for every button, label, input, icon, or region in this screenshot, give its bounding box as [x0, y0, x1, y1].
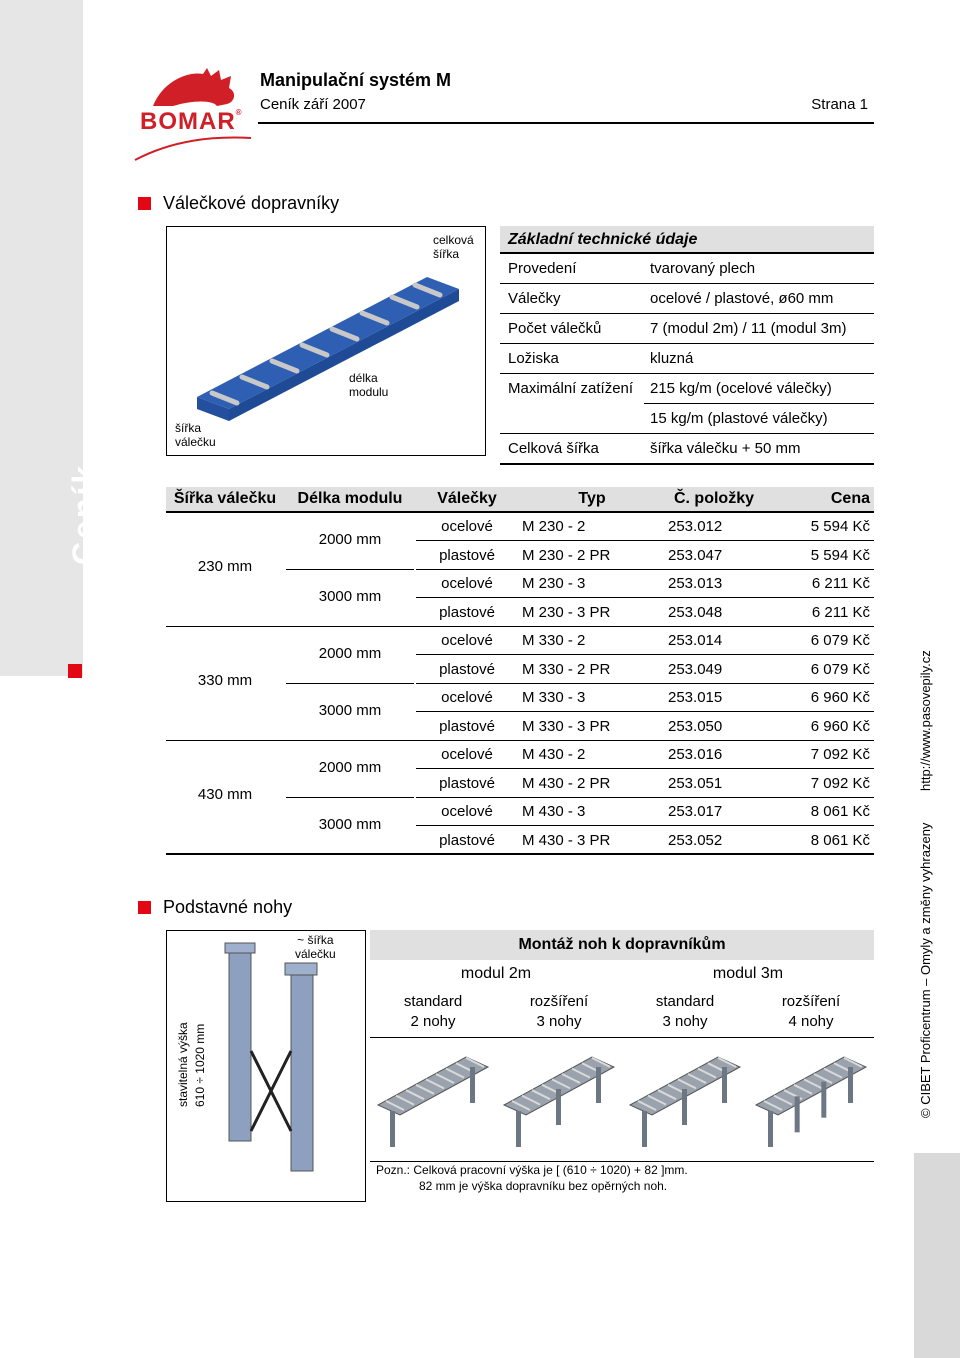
- conveyor-image: [166, 226, 486, 456]
- price-row: [416, 542, 874, 570]
- tech-row: [500, 374, 874, 434]
- roller-material: plastové: [439, 604, 495, 621]
- price-value: 6 079 Kč: [810, 660, 870, 678]
- option-legs: 4 nohy: [788, 1012, 834, 1030]
- price-value: 7 092 Kč: [810, 774, 870, 792]
- logo-text: BOMAR®: [140, 108, 243, 135]
- roller-width: 330 mm: [197, 672, 253, 689]
- conveyor-with-legs-icon: [370, 1045, 496, 1155]
- tech-value: 215 kg/m (ocelové válečky): [644, 374, 874, 404]
- price-row: [416, 827, 874, 855]
- price-group: [166, 741, 874, 855]
- copyright-text: © CIBET Proficentrum – Omyly a změny vyhrazeny: [918, 822, 933, 1118]
- item-number: 253.047: [668, 546, 723, 564]
- price-value: 6 960 Kč: [810, 689, 870, 706]
- footnote-line: 82 mm je výška dopravníku bez opěrných noh.: [419, 1178, 668, 1193]
- mounting-title: Montáž noh k dopravníkům: [370, 930, 874, 960]
- tech-row: [500, 344, 874, 374]
- type-code: M 330 - 2: [522, 632, 586, 649]
- tech-key: Maximální zatížení: [508, 380, 634, 397]
- item-number: 253.049: [668, 660, 723, 678]
- roller-material: plastové: [439, 660, 495, 678]
- height-label-line: 610 ÷ 1020 mm: [192, 1023, 207, 1107]
- price-value: 7 092 Kč: [810, 746, 870, 763]
- tech-key: Provedení: [508, 260, 577, 277]
- mounting-illustrations: [370, 1038, 874, 1162]
- price-row: [416, 656, 874, 684]
- col-header: Válečky: [437, 490, 497, 507]
- module-length: 2000 mm: [286, 513, 414, 570]
- option: [748, 992, 874, 1031]
- tech-table-title: Základní technické údaje: [500, 226, 874, 254]
- module-length: 3000 mm: [318, 702, 382, 719]
- item-number: 253.051: [668, 774, 723, 792]
- option-legs: 3 nohy: [536, 1012, 582, 1030]
- section-marker: [138, 901, 151, 914]
- roller-material: plastové: [439, 718, 495, 735]
- col-header: Cena: [830, 490, 870, 507]
- price-row: [416, 684, 874, 712]
- option: [496, 992, 622, 1031]
- footnote-line: Pozn.: Celková pracovní výška je [ (610 ÷ 1020) + 82 ]mm.: [376, 1163, 688, 1177]
- type-code: M 430 - 2: [522, 746, 586, 763]
- page-title: Manipulační systém M: [260, 70, 452, 90]
- tech-value: kluzná: [650, 350, 694, 367]
- page-number: Strana 1: [811, 96, 868, 113]
- option: [622, 992, 748, 1031]
- tech-table: [500, 226, 874, 465]
- option-type: rozšíření: [529, 993, 589, 1010]
- tech-key: Ložiska: [508, 350, 559, 367]
- label-leg-height: [175, 1022, 209, 1107]
- mounting-table: [370, 930, 874, 1162]
- tech-value: šířka válečku + 50 mm: [650, 440, 801, 457]
- item-number: 253.013: [668, 575, 723, 592]
- item-number: 253.012: [668, 518, 723, 535]
- price-value: 6 960 Kč: [810, 718, 870, 735]
- module-length: 2000 mm: [286, 627, 414, 684]
- tech-key: Počet válečků: [508, 320, 602, 337]
- price-value: 6 211 Kč: [811, 575, 870, 592]
- price-value: 5 594 Kč: [810, 546, 870, 564]
- option: [370, 992, 496, 1031]
- type-code: M 230 - 3 PR: [522, 604, 611, 621]
- height-label-line: stavitelná výška: [176, 1022, 190, 1107]
- price-row: [416, 627, 874, 655]
- options-row: [370, 988, 874, 1038]
- module-row: [370, 960, 874, 988]
- option-legs: 2 nohy: [410, 1012, 456, 1030]
- tech-value: 7 (modul 2m) / 11 (modul 3m): [650, 320, 847, 337]
- roller-material: plastové: [439, 546, 495, 564]
- price-row: [416, 570, 874, 598]
- type-code: M 230 - 2: [522, 518, 586, 535]
- roller-material: plastové: [439, 832, 495, 849]
- option-legs: 3 nohy: [662, 1012, 708, 1030]
- module-label: modul 2m: [460, 965, 532, 982]
- price-value: 8 061 Kč: [810, 832, 870, 849]
- price-row: [416, 741, 874, 769]
- type-code: M 330 - 3: [522, 689, 586, 706]
- label-total-width: celková šířka: [433, 233, 474, 262]
- roller-material: ocelové: [441, 803, 493, 820]
- type-code: M 230 - 2 PR: [522, 546, 611, 564]
- legs-image: [166, 930, 366, 1202]
- label-roller-width: šířka válečku: [175, 421, 216, 450]
- price-group: [166, 513, 874, 627]
- section-heading-conveyors: [138, 193, 339, 214]
- module-label: modul 3m: [712, 965, 784, 982]
- item-number: 253.015: [668, 689, 723, 706]
- item-number: 253.014: [668, 632, 723, 649]
- type-code: M 330 - 3 PR: [522, 718, 611, 735]
- item-number: 253.052: [668, 832, 723, 849]
- website-link[interactable]: http://www.pasovepily.cz: [918, 650, 933, 791]
- side-strip: [0, 0, 83, 676]
- roller-material: ocelové: [441, 575, 493, 592]
- item-number: 253.050: [668, 718, 723, 735]
- price-row: [416, 770, 874, 798]
- option-type: rozšíření: [781, 993, 841, 1010]
- tech-value: ocelové / plastové, ø60 mm: [650, 290, 834, 307]
- label-leg-width: ~ šířka válečku: [295, 933, 336, 962]
- type-code: M 230 - 3: [522, 575, 586, 592]
- roller-material: ocelové: [441, 689, 493, 706]
- section-title: Podstavné nohy: [163, 897, 293, 917]
- section-title: Válečkové dopravníky: [163, 193, 340, 213]
- col-header: Délka modulu: [297, 490, 403, 507]
- type-code: M 430 - 2 PR: [522, 774, 611, 792]
- footnote: [376, 1163, 688, 1194]
- side-marker: [68, 664, 82, 678]
- conveyor-with-legs-icon: [748, 1045, 874, 1155]
- conveyor-with-legs-icon: [496, 1045, 622, 1155]
- price-row: [416, 798, 874, 826]
- tech-key: Celková šířka: [508, 440, 599, 457]
- tech-row: [500, 254, 874, 284]
- roller-width: 230 mm: [197, 558, 253, 575]
- roller-width: 430 mm: [197, 786, 253, 803]
- price-row: [416, 599, 874, 627]
- type-code: M 330 - 2 PR: [522, 660, 611, 678]
- module-length: 3000 mm: [318, 816, 382, 833]
- price-value: 8 061 Kč: [810, 803, 870, 820]
- tech-key: Válečky: [508, 290, 561, 307]
- price-value: 6 079 Kč: [810, 632, 870, 649]
- price-value: 6 211 Kč: [811, 604, 870, 621]
- tech-row: [500, 284, 874, 314]
- module-length: 3000 mm: [318, 588, 382, 605]
- tech-value: 15 kg/m (plastové válečky): [650, 410, 828, 427]
- header-divider: [258, 122, 874, 124]
- section-marker: [138, 197, 151, 210]
- right-vertical-text: [918, 622, 933, 1118]
- price-value: 5 594 Kč: [810, 518, 870, 535]
- tech-row: [500, 434, 874, 465]
- price-row: [416, 713, 874, 741]
- col-header: Šířka válečku: [173, 490, 277, 507]
- item-number: 253.017: [668, 803, 723, 820]
- price-group: [166, 627, 874, 741]
- price-table-header: [166, 487, 874, 513]
- label-module-length: délka modulu: [349, 371, 389, 400]
- roller-material: plastové: [439, 774, 495, 792]
- side-label: Ceník: [66, 462, 102, 565]
- module-length: 2000 mm: [286, 741, 414, 798]
- section-heading-legs: [138, 897, 292, 918]
- item-number: 253.048: [668, 604, 723, 621]
- right-strip: [914, 1153, 960, 1358]
- conveyor-with-legs-icon: [622, 1045, 748, 1155]
- type-code: M 430 - 3 PR: [522, 832, 611, 849]
- roller-material: ocelové: [441, 518, 493, 535]
- price-table: [166, 487, 874, 855]
- roller-material: ocelové: [441, 746, 493, 763]
- option-type: standard: [403, 993, 463, 1010]
- tech-value: tvarovaný plech: [650, 260, 756, 277]
- option-type: standard: [655, 993, 715, 1010]
- item-number: 253.016: [668, 746, 723, 763]
- roller-material: ocelové: [441, 632, 493, 649]
- col-header: Č. položky: [673, 490, 754, 507]
- type-code: M 430 - 3: [522, 803, 586, 820]
- tech-row: [500, 314, 874, 344]
- col-header: Typ: [578, 490, 606, 507]
- price-row: [416, 513, 874, 541]
- page-subtitle: Ceník září 2007: [260, 96, 366, 113]
